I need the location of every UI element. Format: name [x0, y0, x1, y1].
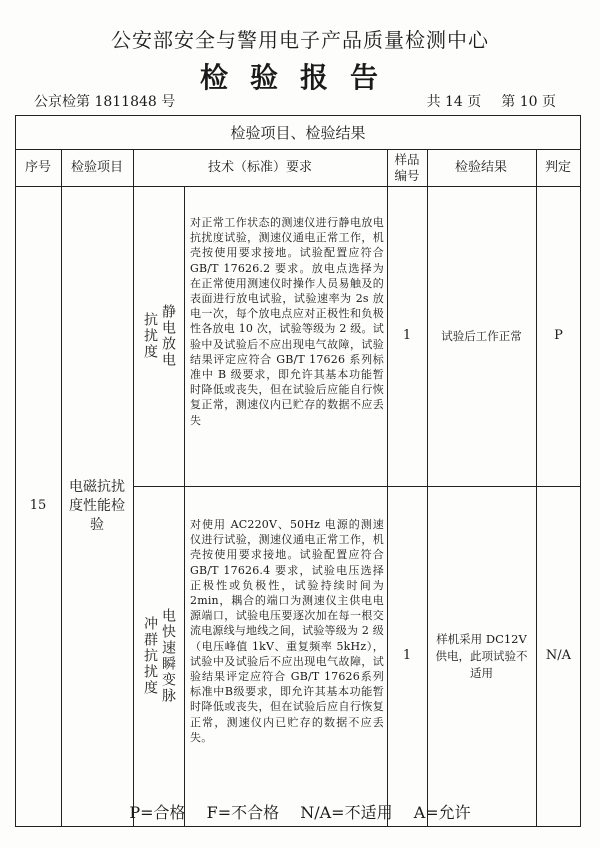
page-number: 第 10 页	[501, 94, 556, 110]
report-number: 公京检第 1811848 号	[34, 94, 176, 110]
subitem-esd-requirement: 对正常工作状态的测速仪进行静电放电抗扰度试验，测速仪通电正常工作，机壳按使用要求接地。试验配置应符合 GB/T 17626.2 要求。放电点选择为在正常使用测速仪时操作人员易触及的表面进行放电试验，试验速率为 2s 放电一次，每个放电点应对正极性和负极性各放电 10 次，试验等级为 2 级。试验中及试验后不应出现电气故障，试验结果评定应符合 GB/T 17626 系列标准中 B 级要求，即允许其基本功能暂时降低或丧失，但在试验后应能自行恢复正常，测速仪内已贮存的数据不应丢失	[190, 216, 384, 427]
subitem-eft-judgement: N/A	[545, 648, 572, 663]
legend-not-applicable: N/A=不适用	[300, 803, 393, 822]
subitem-esd-judgement: P	[554, 328, 563, 343]
header-no: 序号	[24, 159, 51, 175]
report-title: 检验报告	[199, 61, 400, 94]
subitem-esd-sample: 1	[402, 328, 412, 343]
organization-name: 公安部安全与警用电子产品质量检测中心	[111, 28, 489, 52]
subitem-esd-result: 试验后工作正常	[441, 329, 522, 343]
item-category: 电磁抗扰度性能检验	[69, 478, 125, 533]
header-result: 检验结果	[454, 159, 507, 175]
subitem-eft-requirement: 对使用 AC220V、50Hz 电源的测速仪进行试验，测速仪通电正常工作，机壳按使用要求接地。试验配置应符合 GB/T 17626.4 要求，试验电压选择正极性或负极性，试验持续时间为 2min，耦合的端口为测速仪主供电电源端口，试验电压要逐次加在每一根交流电源线与地线之间，试验等级为 2 级（电压峰值 1kV、重复频率 5kHz），试验中及试验后不应出现电气故障，试验结果评定应符合 GB/T 17626系列标准中B级要求，即允许其基本功能暂时降低或丧失，但在试验后应自行恢复正常，测速仪内已贮存的数据不应丢失。	[190, 518, 384, 744]
header-requirement: 技术（标准）要求	[207, 159, 312, 175]
page-info	[427, 91, 556, 111]
row-number: 15	[29, 498, 47, 513]
legend-allowed: A=允许	[413, 803, 471, 822]
legend-pass: P=合格	[129, 803, 186, 822]
subitem-esd-name-cell	[133, 186, 185, 486]
header-sample-no: 样品编号	[394, 151, 420, 183]
subitem-eft-sample: 1	[402, 648, 412, 663]
subitem-eft-name: 电快速瞬变脉冲群抗扰度	[142, 608, 176, 704]
legend-fail: F=不合格	[206, 803, 280, 822]
subitem-eft-result: 样机采用 DC12V 供电，此项试验不适用	[435, 631, 528, 680]
subitem-esd-name: 静电放电抗扰度	[142, 304, 176, 368]
total-pages: 共 14 页	[426, 94, 482, 110]
judgement-legend	[0, 800, 600, 823]
section-title: 检验项目、检验结果	[230, 124, 366, 142]
subitem-eft-name-cell	[133, 486, 185, 826]
header-item: 检验项目	[70, 159, 123, 175]
header-judgement: 判定	[544, 159, 571, 175]
